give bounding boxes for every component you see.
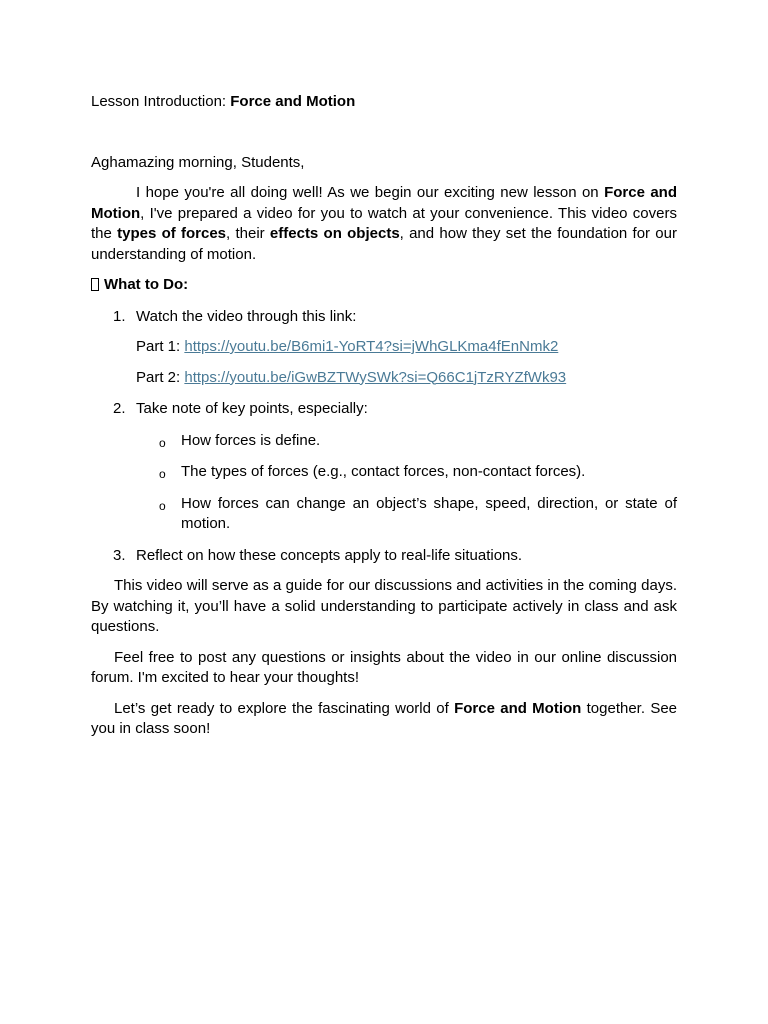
closing-bold-force-and-motion: Force and Motion <box>454 699 582 717</box>
video-link-line-part-2 <box>91 368 677 389</box>
closing-paragraph-3 <box>91 699 677 740</box>
intro-text-3: , their <box>226 225 270 242</box>
title-topic: Force and Motion <box>230 93 356 110</box>
greeting: Aghamazing morning, Students, <box>91 153 305 171</box>
step-text: Take note of key points, especially: <box>136 400 368 417</box>
link-label: Part 1: <box>136 338 185 355</box>
closing-text-2: together. See you in class soon! <box>91 699 678 737</box>
intro-bold-types-of-forces: types of forces <box>117 225 227 242</box>
intro-text-4: , and how they set the foundation for our understanding of motion. <box>91 225 677 263</box>
step-item-3 <box>91 546 677 567</box>
intro-bold-effects-on-objects: effects on objects <box>269 225 400 242</box>
key-point-text: How forces is define. <box>181 431 321 449</box>
key-point-item <box>91 462 677 483</box>
todo-heading-text: What to Do: <box>104 276 189 293</box>
document-body <box>91 92 677 740</box>
step-item-1 <box>91 307 677 328</box>
video-link-part-2[interactable]: https://youtu.be/iGwBZTWySWk?si=Q66C1jTzRYZfWk93 <box>184 368 567 386</box>
checkbox-icon <box>91 278 99 291</box>
closing-paragraph-2: Feel free to post any questions or insights about the video in our online discussion forum. I'm excited to hear your thoughts! <box>91 648 677 686</box>
intro-text-1: I hope you're all doing well! As we begin our exciting new lesson on <box>136 184 605 201</box>
intro-bold-force-and-motion: Force and Motion <box>91 184 678 222</box>
video-link-line-part-1 <box>91 337 677 358</box>
intro-paragraph <box>91 183 677 265</box>
bullet-o: o <box>159 435 166 450</box>
todo-heading <box>91 275 677 296</box>
key-point-text: The types of forces (e.g., contact forces, non-contact forces). <box>181 463 586 480</box>
lesson-title <box>91 92 677 113</box>
step-text: Watch the video through this link: <box>136 307 357 325</box>
link-label: Part 2: <box>136 368 185 386</box>
title-prefix: Lesson Introduction: <box>91 93 231 110</box>
step-text: Reflect on how these concepts apply to real-life situations. <box>136 546 523 564</box>
bullet-o: o <box>159 467 166 481</box>
step-number: 1. <box>113 307 126 325</box>
key-point-item <box>91 431 677 452</box>
video-link-part-1[interactable]: https://youtu.be/B6mi1-YoRT4?si=jWhGLKma4fEnNmk2 <box>184 338 559 355</box>
step-item-2 <box>91 399 677 420</box>
intro-text-2: , I've prepared a video for you to watch at your convenience. This video covers the <box>91 204 677 242</box>
closing-paragraph-1: This video will serve as a guide for our discussions and activities in the coming days. By watching it, you’ll have a solid understanding to participate actively in class and ask questions. <box>91 577 677 635</box>
step-number: 2. <box>113 400 126 417</box>
bullet-o: o <box>159 498 166 513</box>
closing-text-1: Let’s get ready to explore the fascinating world of <box>114 699 455 717</box>
key-point-text: How forces can change an object’s shape, speed, direction, or state of motion. <box>181 494 677 532</box>
key-point-item <box>91 494 677 535</box>
step-number: 3. <box>113 546 126 564</box>
